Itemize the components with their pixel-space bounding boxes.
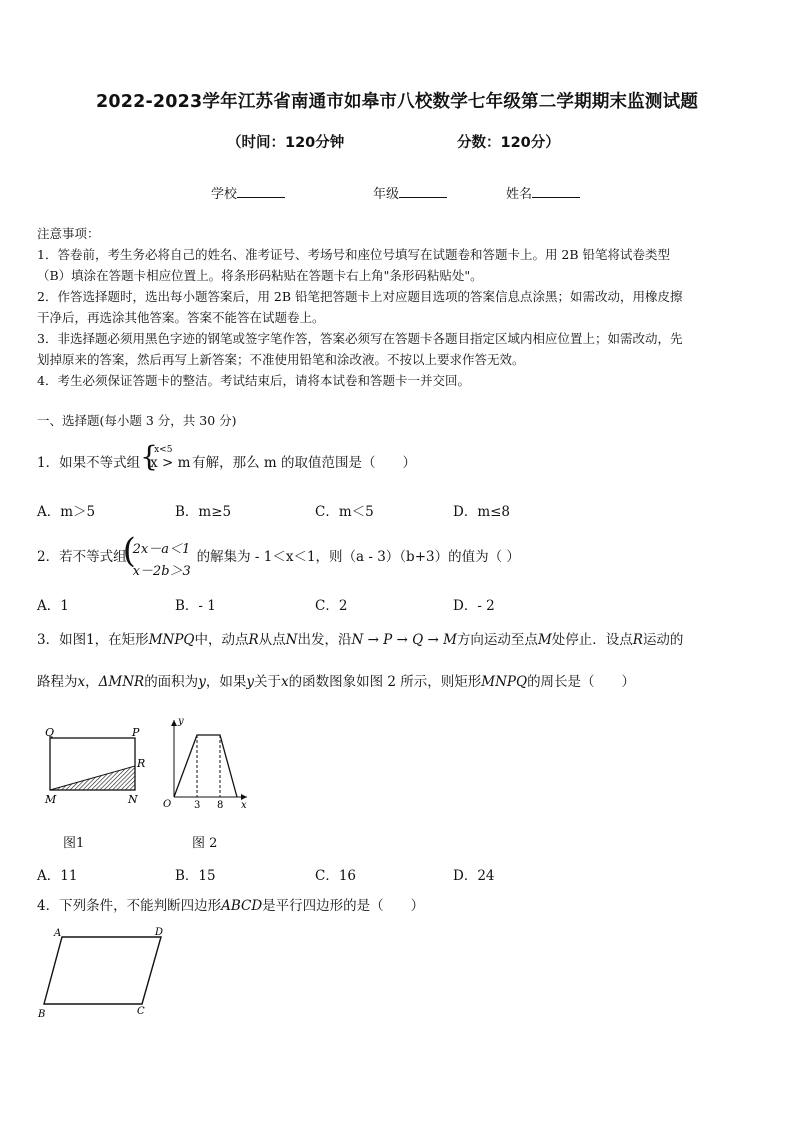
notice-line: 2．作答选择题时，选出每小题答案后，用 2B 铅笔把答题卡上对应题目选项的答案信息点涂黑；如需改动，用橡皮擦	[37, 289, 683, 304]
option-b: B．15	[175, 868, 216, 884]
label-a: A	[54, 928, 62, 939]
notice-line: 干净后，再选涂其他答案。答案不能答在试题卷上。	[37, 310, 325, 325]
label-r: R	[137, 757, 146, 770]
label-c: C	[137, 1006, 145, 1017]
label-d: D	[155, 927, 164, 938]
name-field: 姓名	[506, 183, 580, 202]
notice-line: 1．答卷前，考生务必将自己的姓名、准考证号、考场号和座位号填写在试题卷和答题卡上。用 2B 铅笔将试卷类型	[37, 247, 671, 262]
notice-heading: 注意事项：	[37, 226, 100, 241]
question-4: 4．下列条件，不能判断四边形ABCD是平行四边形的是（ ）	[37, 898, 425, 914]
exam-score: 分数：120分）	[457, 135, 560, 151]
figure-1-rectangle	[40, 722, 155, 812]
figure-parallelogram	[36, 926, 176, 1021]
option-c: C．16	[315, 868, 357, 884]
option-c: C．m＜5	[315, 504, 374, 520]
option-d: D．24	[453, 868, 495, 884]
section-heading: 一、选择题(每小题 3 分，共 30 分)	[37, 413, 237, 428]
grade-field: 年级	[373, 183, 447, 202]
figure-2-graph	[155, 712, 255, 812]
notice-line: 4．考生必须保证答题卡的整洁。考试结束后，请将本试卷和答题卡一并交回。	[37, 373, 470, 388]
option-d: D．m≤8	[453, 504, 511, 520]
school-field: 学校	[211, 183, 285, 202]
q2-system-bottom: x－2b＞3	[132, 563, 191, 579]
option-a: A．1	[37, 598, 69, 614]
option-a: A．11	[37, 868, 78, 884]
tick-8: 8	[217, 800, 224, 811]
option-b: B．- 1	[175, 598, 216, 614]
notice-line: 3．非选择题必须用黑色字迹的钢笔或签字笔作答，答案必须写在答题卡各题目指定区域内相应位置上；如需改动，先	[37, 331, 683, 346]
origin-label: O	[163, 799, 172, 810]
label-b: B	[38, 1009, 46, 1020]
page-title: 2022-2023学年江苏省南通市如皋市八校数学七年级第二学期期末监测试题	[95, 92, 699, 112]
q1-system-top: x<5	[154, 444, 173, 455]
question-2: 2．若不等式组 ( 2x－a＜1 x－2b＞3 的解集为 - 1＜x＜1，则（a - 3）（b+3）的值为（ ）	[37, 530, 520, 579]
q2-system-top: 2x－a＜1	[132, 541, 191, 557]
option-c: C．2	[315, 598, 348, 614]
exam-time: （时间：120分钟	[227, 135, 345, 151]
option-d: D．- 2	[453, 598, 495, 614]
question-3-line-2: 路程为x，ΔMNR的面积为y，如果y关于x的函数图象如图 2 所示，则矩形MNPQ的周长是（ ）	[37, 674, 636, 690]
label-n: N	[128, 793, 138, 806]
axis-x-label: x	[241, 800, 247, 811]
question-3-line-1: 3．如图1，在矩形MNPQ中，动点R从点N出发，沿N → P → Q → M方向运动至点M处停止．设点R运动的	[37, 632, 684, 648]
axis-y-label: y	[178, 716, 184, 727]
figure-2-caption: 图 2	[192, 836, 218, 851]
figure-1-caption: 图1	[63, 836, 85, 851]
label-q: Q	[45, 726, 55, 739]
label-m: M	[45, 793, 57, 806]
q1-system-bottom: x > m	[150, 454, 191, 471]
question-1: 1．如果不等式组 { x<5 x > m 有解，那么 m 的取值范围是（ ）	[37, 439, 416, 473]
option-b: B．m≥5	[175, 504, 232, 520]
tick-3: 3	[194, 800, 201, 811]
label-p: P	[132, 726, 140, 739]
option-a: A．m＞5	[37, 504, 96, 520]
notice-line: 划掉原来的答案，然后再写上新答案；不准使用铅笔和涂改液。不按以上要求作答无效。	[37, 352, 525, 367]
notice-line: （B）填涂在答题卡相应位置上。将条形码粘贴在答题卡右上角"条形码粘贴处"。	[37, 268, 483, 283]
